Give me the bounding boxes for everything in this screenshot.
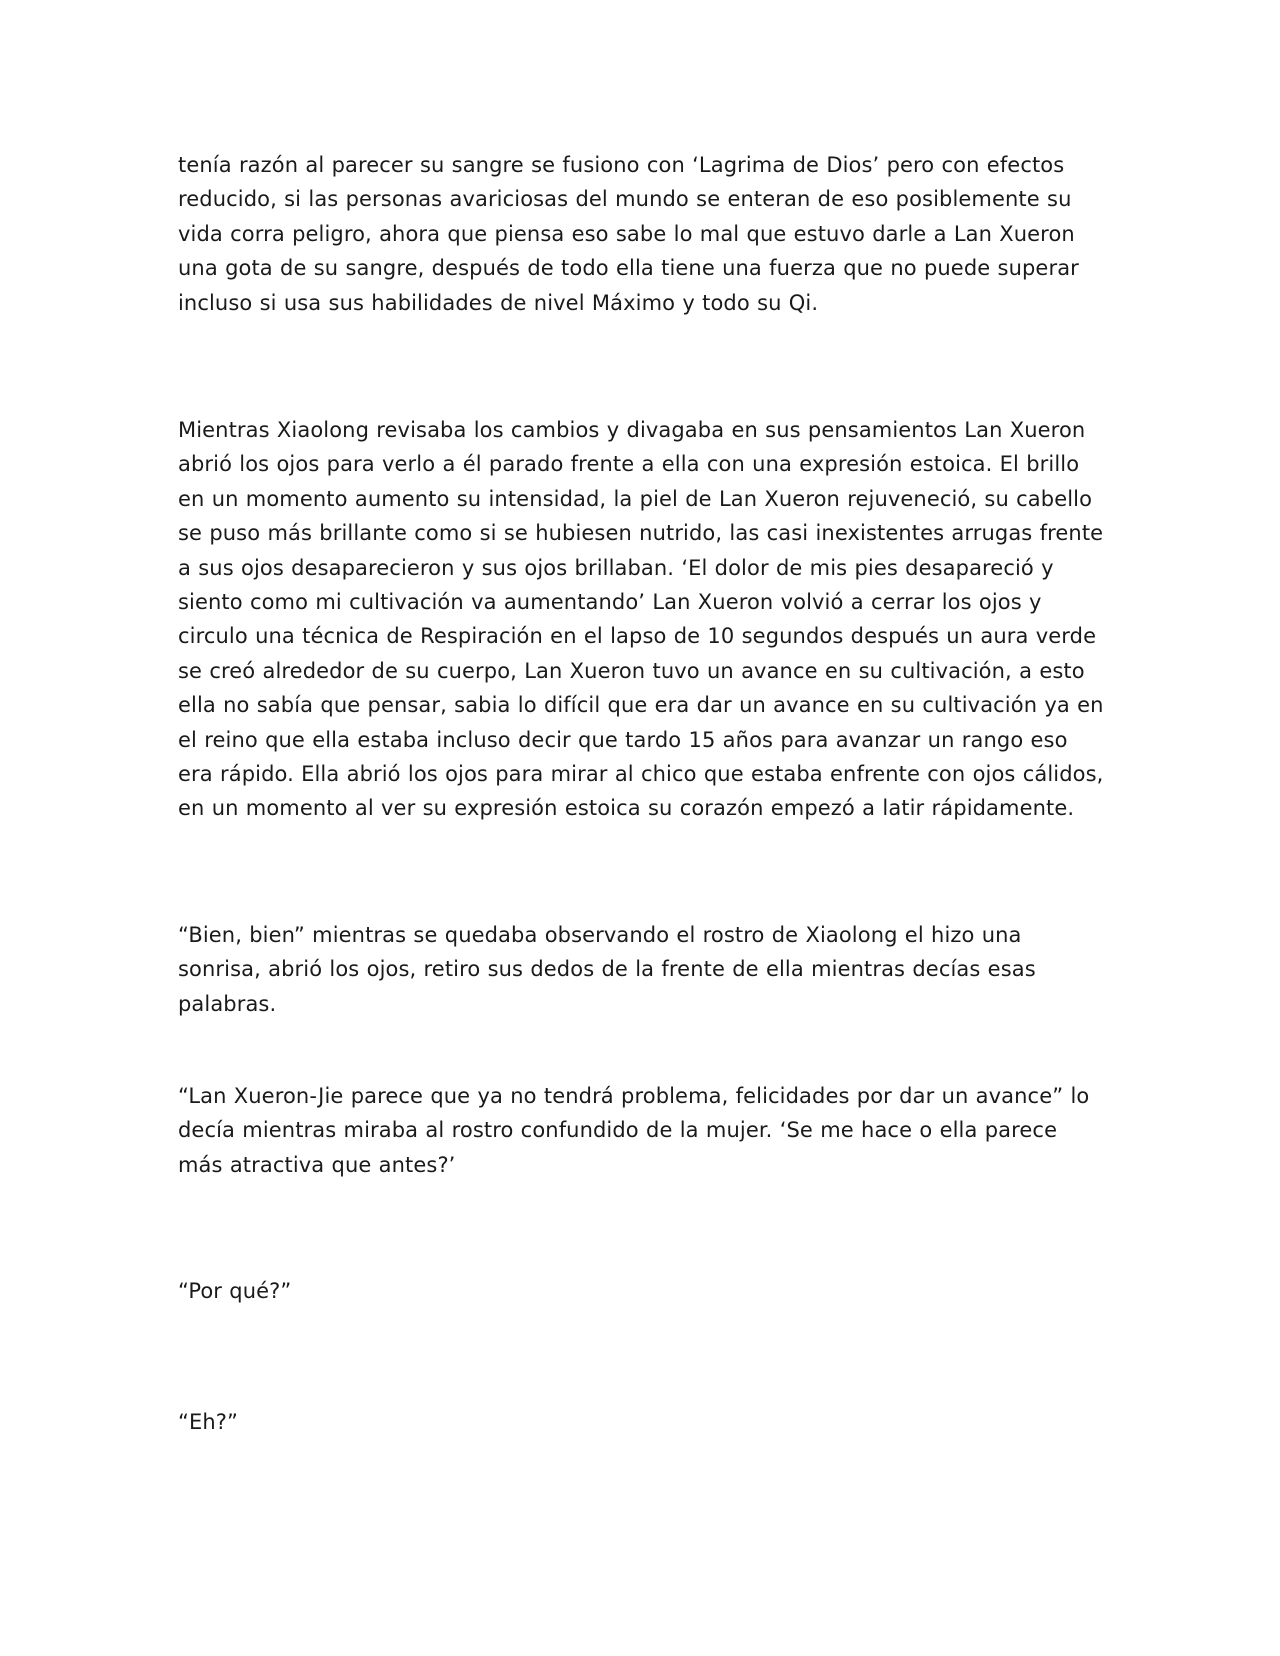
- paragraph-1: tenía razón al parecer su sangre se fusiono con ‘Lagrima de Dios’ pero con efectos reducido, si las personas avariciosas del mundo se enteran de eso posiblemente su vida corra peligro, ahora que piensa eso sabe lo mal que estuvo darle a Lan Xueron una gota de su sangre, después de todo ella tiene una fuerza que no puede superar incluso si usa sus habilidades de nivel Máximo y todo su Qi.: [178, 153, 1079, 315]
- paragraph-2: Mientras Xiaolong revisaba los cambios y divagaba en sus pensamientos Lan Xueron abrió los ojos para verlo a él parado frente a ella con una expresión estoica. El brillo en un momento aumento su intensidad, la piel de Lan Xueron rejuveneció, su cabello se puso más brillante como si se hubiesen nutrido, las casi inexistentes arrugas frente a sus ojos desaparecieron y sus ojos brillaban. ‘El dolor de mis pies desapareció y siento como mi cultivación va aumentando’ Lan Xueron volvió a cerrar los ojos y circulo una técnica de Respiración en el lapso de 10 segundos después un aura verde se creó alrededor de su cuerpo, Lan Xueron tuvo un avance en su cultivación, a esto ella no sabía que pensar, sabia lo difícil que era dar un avance en su cultivación ya en el reino que ella estaba incluso decir que tardo 15 años para avanzar un rango eso era rápido. Ella abrió los ojos para mirar al chico que estaba enfrente con ojos cálidos, en un momento al ver su expresión estoica su corazón empezó a latir rápidamente.: [178, 418, 1104, 821]
- paragraph-4: “Lan Xueron-Jie parece que ya no tendrá problema, felicidades por dar un avance” lo decía mientras miraba al rostro confundido de la mujer. ‘Se me hace o ella parece más atractiva que antes?’: [178, 1084, 1090, 1177]
- paragraph-6: “Eh?”: [178, 1410, 238, 1434]
- paragraph-5: “Por qué?”: [178, 1279, 292, 1303]
- paragraph-3: “Bien, bien” mientras se quedaba observando el rostro de Xiaolong el hizo una sonrisa, abrió los ojos, retiro sus dedos de la frente de ella mientras decías esas palabras.: [178, 923, 1036, 1016]
